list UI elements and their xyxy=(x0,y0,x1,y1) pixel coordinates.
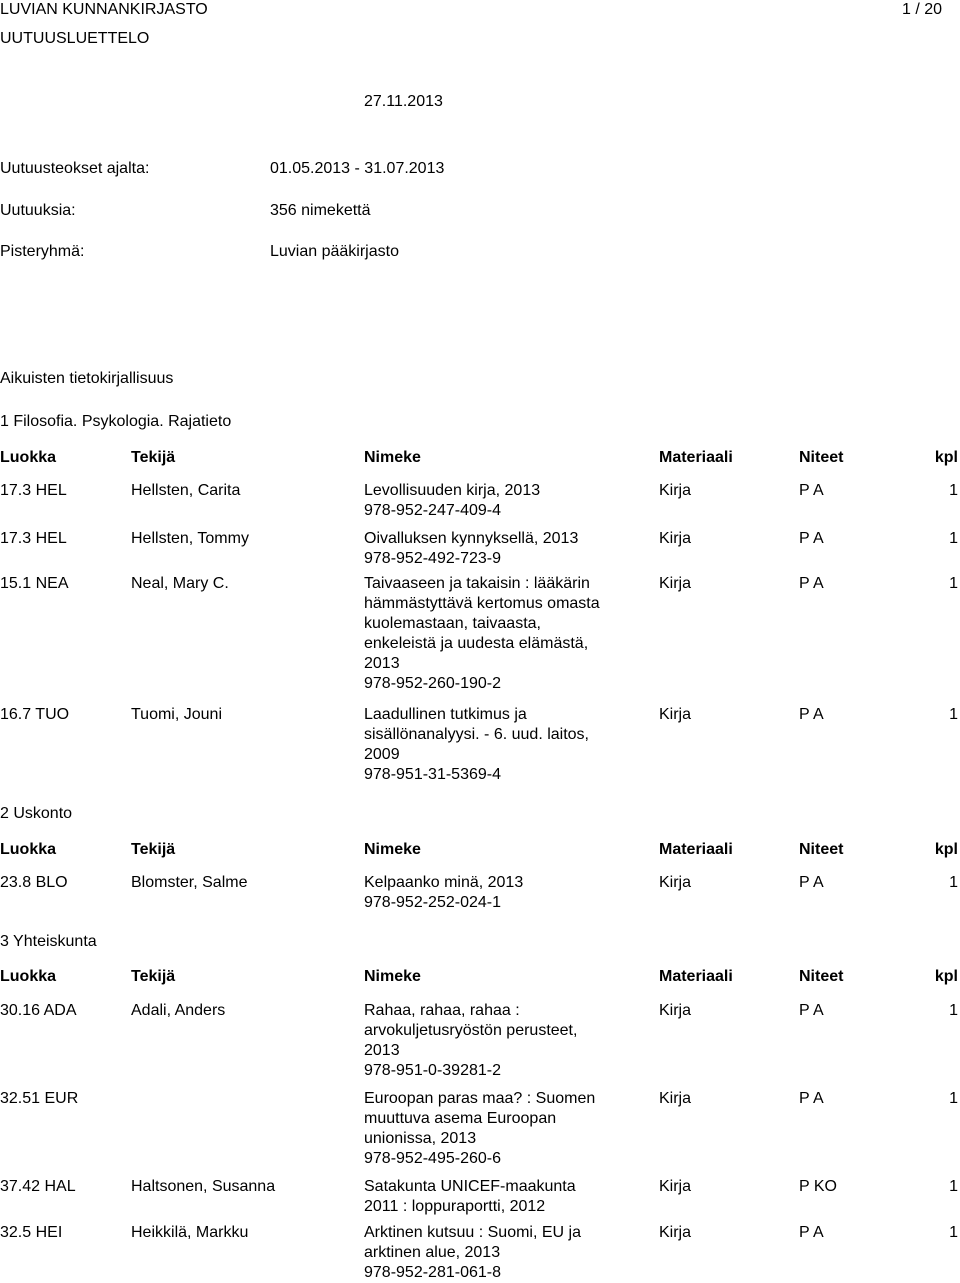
table-row xyxy=(0,1223,960,1281)
col-niteet: Niteet xyxy=(799,449,844,466)
cell-kpl: 1 xyxy=(949,874,958,891)
count-value: 356 nimekettä xyxy=(270,202,371,219)
isbn-text: 978-952-495-260-6 xyxy=(364,1150,501,1167)
title-text: Taivaaseen ja takaisin : lääkärin hämmästyttävä kertomus omasta kuolemastaan, taivaasta, enkeleistä ja uudesta elämästä, 2013 xyxy=(364,575,600,672)
cell-tekija: Adali, Anders xyxy=(131,1002,226,1019)
cell-tekija: Tuomi, Jouni xyxy=(131,706,222,723)
group-label: Pisteryhmä: xyxy=(0,243,85,260)
cell-kpl: 1 xyxy=(949,706,958,723)
period-value: 01.05.2013 - 31.07.2013 xyxy=(270,160,445,177)
table-header xyxy=(0,840,960,860)
col-tekija: Tekijä xyxy=(131,841,176,858)
cell-materiaali: Kirja xyxy=(659,1224,692,1241)
col-tekija: Tekijä xyxy=(131,449,176,466)
period-label: Uutuusteokset ajalta: xyxy=(0,160,150,177)
col-materiaali: Materiaali xyxy=(659,968,733,985)
cell-luokka: 32.5 HEI xyxy=(0,1224,63,1241)
col-materiaali: Materiaali xyxy=(659,841,733,858)
isbn-text: 978-952-247-409-4 xyxy=(364,502,501,519)
table-row xyxy=(0,1089,960,1177)
table-row xyxy=(0,574,960,705)
isbn-text: 978-952-281-061-8 xyxy=(364,1264,501,1281)
cell-nimeke xyxy=(364,1223,599,1283)
cell-tekija: Heikkilä, Markku xyxy=(131,1224,249,1241)
cell-kpl: 1 xyxy=(949,530,958,547)
cell-niteet: P A xyxy=(799,874,824,891)
cell-niteet: P A xyxy=(799,1224,824,1241)
title-text: Oivalluksen kynnyksellä, 2013 xyxy=(364,530,579,547)
section-title: 1 Filosofia. Psykologia. Rajatieto xyxy=(0,413,232,430)
section-title: 2 Uskonto xyxy=(0,805,73,822)
category-title: Aikuisten tietokirjallisuus xyxy=(0,370,174,387)
cell-niteet: P A xyxy=(799,530,824,547)
cell-materiaali: Kirja xyxy=(659,706,692,723)
table-row xyxy=(0,481,960,529)
title-text: Kelpaanko minä, 2013 xyxy=(364,874,524,891)
cell-kpl: 1 xyxy=(949,1002,958,1019)
cell-tekija: Neal, Mary C. xyxy=(131,575,229,592)
table-row xyxy=(0,873,960,921)
col-kpl: kpl xyxy=(934,449,958,466)
list-title: UUTUUSLUETTELO xyxy=(0,30,150,47)
section-table xyxy=(0,448,960,468)
cell-luokka: 17.3 HEL xyxy=(0,530,67,547)
cell-luokka: 16.7 TUO xyxy=(0,706,70,723)
count-label: Uutuuksia: xyxy=(0,202,76,219)
col-niteet: Niteet xyxy=(799,841,844,858)
table-header xyxy=(0,448,960,468)
col-luokka: Luokka xyxy=(0,968,57,985)
title-text: Rahaa, rahaa, rahaa : arvokuljetusryöstön perusteet, 2013 xyxy=(364,1002,578,1059)
cell-niteet: P A xyxy=(799,575,824,592)
cell-luokka: 37.42 HAL xyxy=(0,1178,76,1195)
cell-luokka: 15.1 NEA xyxy=(0,575,69,592)
cell-materiaali: Kirja xyxy=(659,575,692,592)
cell-nimeke xyxy=(364,705,599,785)
col-kpl: kpl xyxy=(934,968,958,985)
title-text: Arktinen kutsuu : Suomi, EU ja arktinen alue, 2013 xyxy=(364,1224,581,1261)
cell-nimeke xyxy=(364,574,604,694)
col-materiaali: Materiaali xyxy=(659,449,733,466)
col-kpl: kpl xyxy=(934,841,958,858)
cell-materiaali: Kirja xyxy=(659,1090,692,1107)
cell-materiaali: Kirja xyxy=(659,482,692,499)
table-row xyxy=(0,1177,960,1223)
cell-materiaali: Kirja xyxy=(659,530,692,547)
table-row xyxy=(0,705,960,793)
isbn-text: 978-951-0-39281-2 xyxy=(364,1062,501,1079)
page-indicator: 1 / 20 xyxy=(901,1,942,18)
cell-niteet: P A xyxy=(799,482,824,499)
cell-materiaali: Kirja xyxy=(659,1002,692,1019)
cell-luokka: 17.3 HEL xyxy=(0,482,67,499)
col-tekija: Tekijä xyxy=(131,968,176,985)
col-niteet: Niteet xyxy=(799,968,844,985)
isbn-text: 978-952-492-723-9 xyxy=(364,550,501,567)
library-name: LUVIAN KUNNANKIRJASTO xyxy=(0,1,208,18)
cell-tekija: Haltsonen, Susanna xyxy=(131,1178,276,1195)
cell-kpl: 1 xyxy=(949,482,958,499)
isbn-text: 978-952-260-190-2 xyxy=(364,675,501,692)
cell-luokka: 32.51 EUR xyxy=(0,1090,79,1107)
cell-niteet: P A xyxy=(799,1002,824,1019)
cell-nimeke xyxy=(364,529,614,569)
col-luokka: Luokka xyxy=(0,841,57,858)
cell-materiaali: Kirja xyxy=(659,1178,692,1195)
cell-luokka: 23.8 BLO xyxy=(0,874,68,891)
cell-kpl: 1 xyxy=(949,1224,958,1241)
cell-nimeke xyxy=(364,1001,594,1081)
report-date: 27.11.2013 xyxy=(364,93,443,110)
title-text: Euroopan paras maa? : Suomen muuttuva asema Euroopan unionissa, 2013 xyxy=(364,1090,596,1147)
table-row xyxy=(0,1001,960,1089)
cell-kpl: 1 xyxy=(949,1090,958,1107)
col-luokka: Luokka xyxy=(0,449,57,466)
cell-nimeke xyxy=(364,481,614,521)
cell-niteet: P A xyxy=(799,1090,824,1107)
cell-tekija: Blomster, Salme xyxy=(131,874,248,891)
cell-kpl: 1 xyxy=(949,575,958,592)
cell-niteet: P A xyxy=(799,706,824,723)
title-text: Levollisuuden kirja, 2013 xyxy=(364,482,541,499)
section-title: 3 Yhteiskunta xyxy=(0,933,97,950)
cell-niteet: P KO xyxy=(799,1178,837,1195)
cell-nimeke: Satakunta UNICEF-maakunta 2011 : loppuraportti, 2012 xyxy=(364,1178,576,1215)
table-row xyxy=(0,529,960,574)
group-value: Luvian pääkirjasto xyxy=(270,243,399,260)
cell-tekija: Hellsten, Carita xyxy=(131,482,241,499)
title-text: Laadullinen tutkimus ja sisällönanalyysi. - 6. uud. laitos, 2009 xyxy=(364,706,589,763)
isbn-text: 978-952-252-024-1 xyxy=(364,894,501,911)
cell-nimeke xyxy=(364,873,614,913)
col-nimeke: Nimeke xyxy=(364,968,421,985)
cell-tekija: Hellsten, Tommy xyxy=(131,530,249,547)
cell-nimeke xyxy=(364,1089,609,1169)
col-nimeke: Nimeke xyxy=(364,841,421,858)
cell-kpl: 1 xyxy=(949,1178,958,1195)
col-nimeke: Nimeke xyxy=(364,449,421,466)
table-header xyxy=(0,967,960,987)
cell-luokka: 30.16 ADA xyxy=(0,1002,77,1019)
isbn-text: 978-951-31-5369-4 xyxy=(364,766,501,783)
cell-materiaali: Kirja xyxy=(659,874,692,891)
